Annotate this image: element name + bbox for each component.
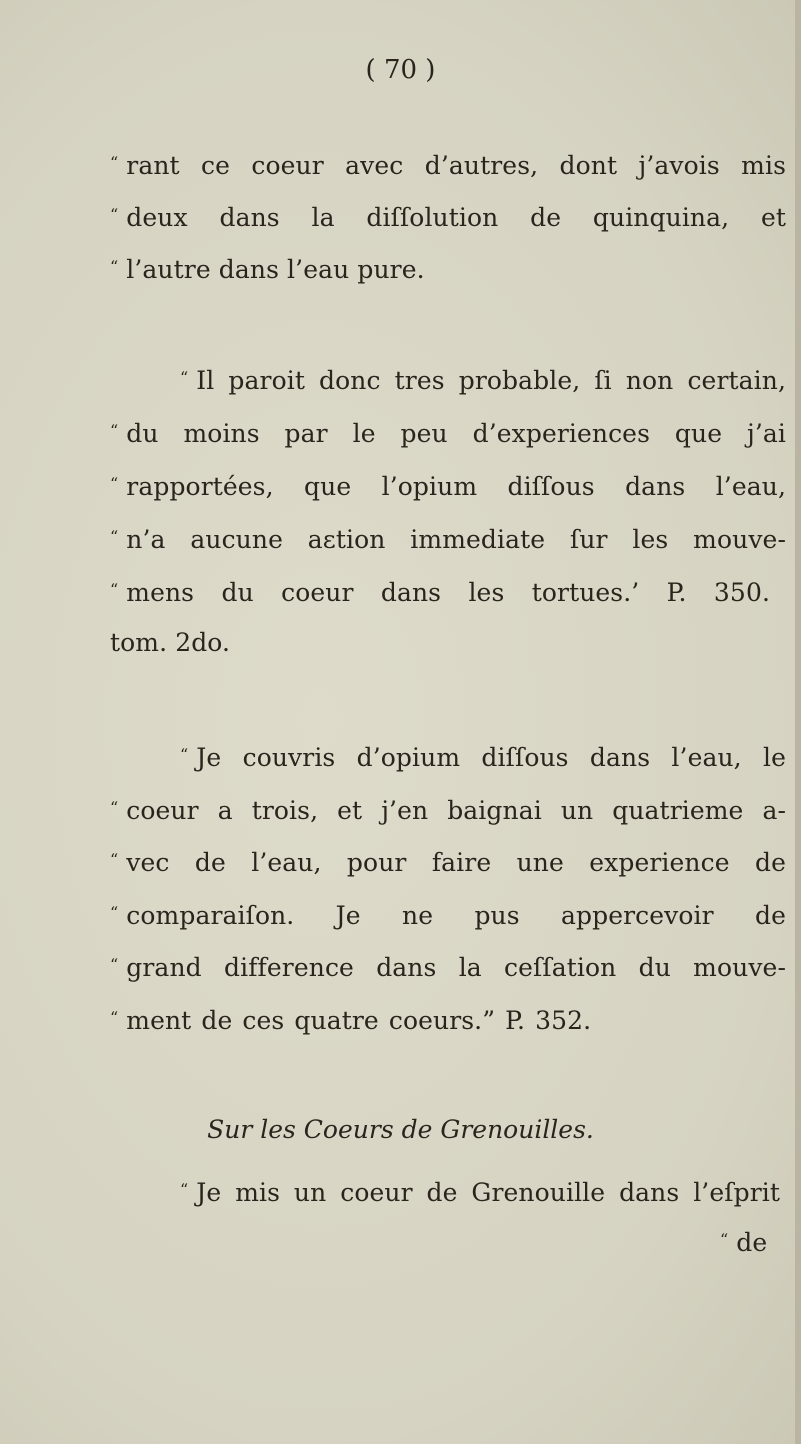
text-line: “ Je couvris d’opium diſſous dans l’eau, le: [180, 743, 786, 772]
text-line: “ rapportées, que l’opium diſſous dans l’eau,: [110, 472, 786, 501]
text-line: tom. 2do.: [110, 628, 231, 657]
text-line: “ coeur a trois, et j’en baignai un quatrieme a-: [110, 796, 786, 825]
text-line: “ comparaiſon. Je ne pus appercevoir de: [110, 901, 786, 930]
page-edge: [795, 0, 801, 1444]
catchword: “ de: [720, 1228, 768, 1257]
text-line: “ grand difference dans la ceſſation du mouve-: [110, 953, 786, 982]
text-line: “ n’a aucune aɛtion immediate ſur les mouve-: [110, 525, 786, 554]
text-line: “ deux dans la diſſolution de quinquina, et: [110, 203, 786, 232]
text-line: “ vec de l’eau, pour faire une experience de: [110, 848, 786, 877]
text-line: “ mens du coeur dans les tortues.’ P. 350.: [110, 578, 770, 607]
text-line: “ du moins par le peu d’experiences que j’ai: [110, 419, 786, 448]
text-line: “ Je mis un coeur de Grenouille dans l’eſprit: [180, 1178, 780, 1207]
text-line: “ Il paroit donc tres probable, ſi non certain,: [180, 366, 786, 395]
text-line: “ rant ce coeur avec d’autres, dont j’avois mis: [110, 151, 786, 180]
section-heading: Sur les Coeurs de Grenouilles.: [207, 1115, 594, 1144]
text-line: “ ment de ces quatre coeurs.” P. 352.: [110, 1006, 592, 1035]
page-number: ( 70 ): [365, 55, 436, 85]
text-line: “ l’autre dans l’eau pure.: [110, 255, 425, 284]
